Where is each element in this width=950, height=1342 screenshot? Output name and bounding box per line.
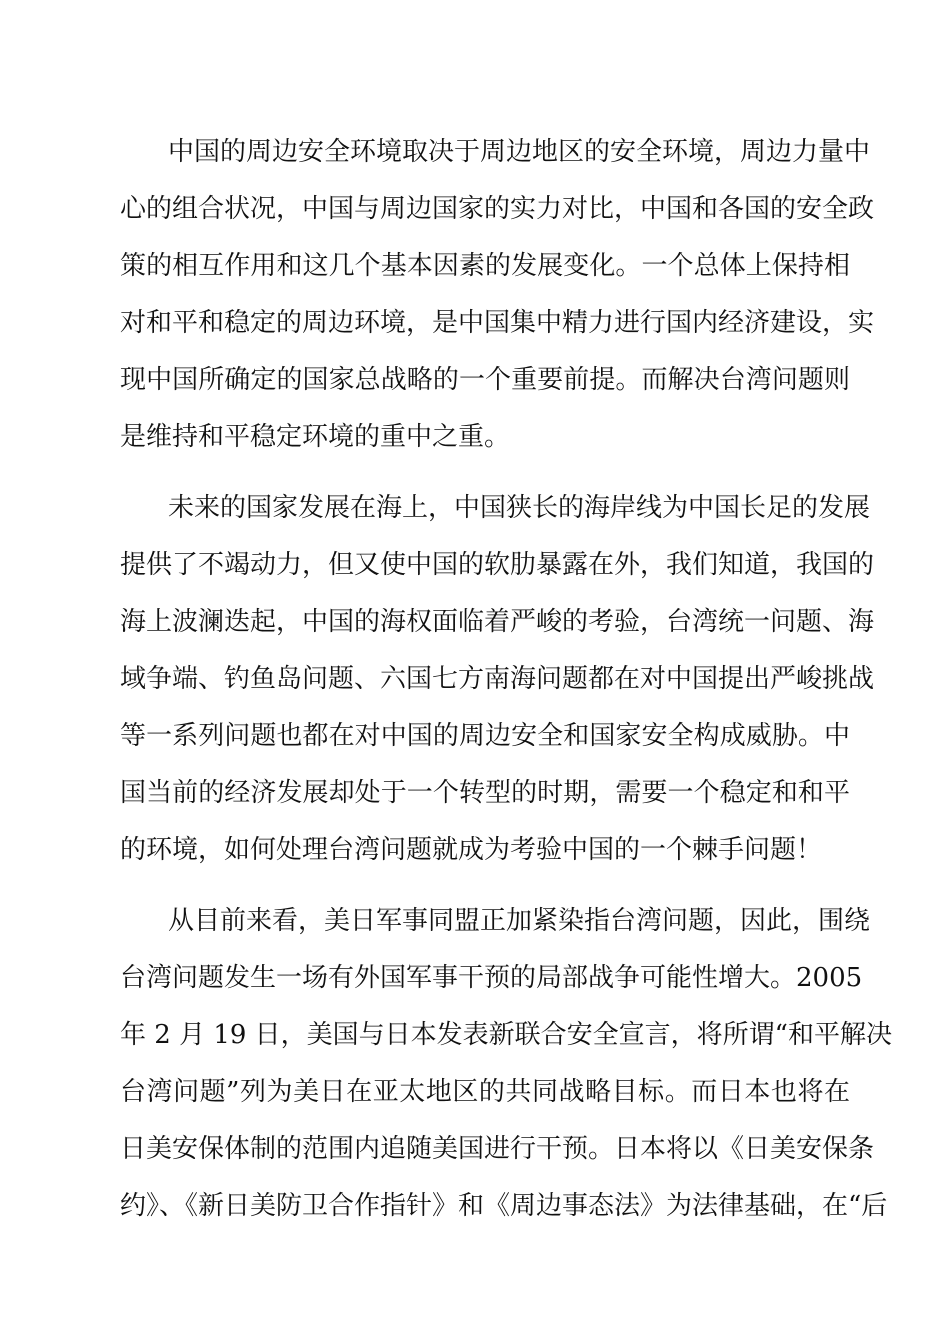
- text-line: 约》、《新日美防卫合作指针》和《周边事态法》为法律基础，在“后: [120, 1191, 888, 1221]
- text-line: 提供了不竭动力，但又使中国的软肋暴露在外，我们知道，我国的: [120, 550, 875, 580]
- text-line: 日美安保体制的范围内追随美国进行干预。日本将以《日美安保条: [120, 1134, 875, 1164]
- text-line: 等一系列问题也都在对中国的周边安全和国家安全构成威胁。中: [120, 721, 850, 751]
- document-body: [120, 124, 892, 1235]
- text-line: 中国的周边安全环境取决于周边地区的安全环境，周边力量中: [168, 137, 871, 167]
- text-line: 未来的国家发展在海上，中国狭长的海岸线为中国长足的发展: [168, 493, 871, 523]
- paragraph-spacer: [120, 879, 850, 893]
- text-line: 心的组合状况，中国与周边国家的实力对比，中国和各国的安全政: [120, 194, 875, 224]
- text-line: 的环境，如何处理台湾问题就成为考验中国的一个棘手问题！: [120, 835, 823, 865]
- text-line: 域争端、钓鱼岛问题、六国七方南海问题都在对中国提出严峻挑战: [120, 664, 875, 694]
- paragraph-2: [120, 480, 875, 879]
- text-line: 年 2 月 19 日，美国与日本发表新联合安全宣言，将所谓“和平解决: [120, 1020, 892, 1050]
- text-line: 台湾问题发生一场有外国军事干预的局部战争可能性增大。2005: [120, 963, 863, 993]
- text-line: 国当前的经济发展却处于一个转型的时期，需要一个稳定和和平: [120, 778, 850, 808]
- text-line: 是维持和平稳定环境的重中之重。: [120, 422, 511, 452]
- text-line: 策的相互作用和这几个基本因素的发展变化。一个总体上保持相: [120, 251, 850, 281]
- paragraph-1: [120, 124, 875, 466]
- text-line: 台湾问题”列为美日在亚太地区的共同战略目标。而日本也将在: [120, 1077, 850, 1107]
- paragraph-spacer: [120, 466, 850, 480]
- text-line: 海上波澜迭起，中国的海权面临着严峻的考验，台湾统一问题、海: [120, 607, 875, 637]
- paragraph-3: [120, 893, 892, 1235]
- text-line: 对和平和稳定的周边环境，是中国集中精力进行国内经济建设，实: [120, 308, 875, 338]
- text-line: 现中国所确定的国家总战略的一个重要前提。而解决台湾问题则: [120, 365, 850, 395]
- text-line: 从目前来看，美日军事同盟正加紧染指台湾问题，因此，围绕: [168, 906, 871, 936]
